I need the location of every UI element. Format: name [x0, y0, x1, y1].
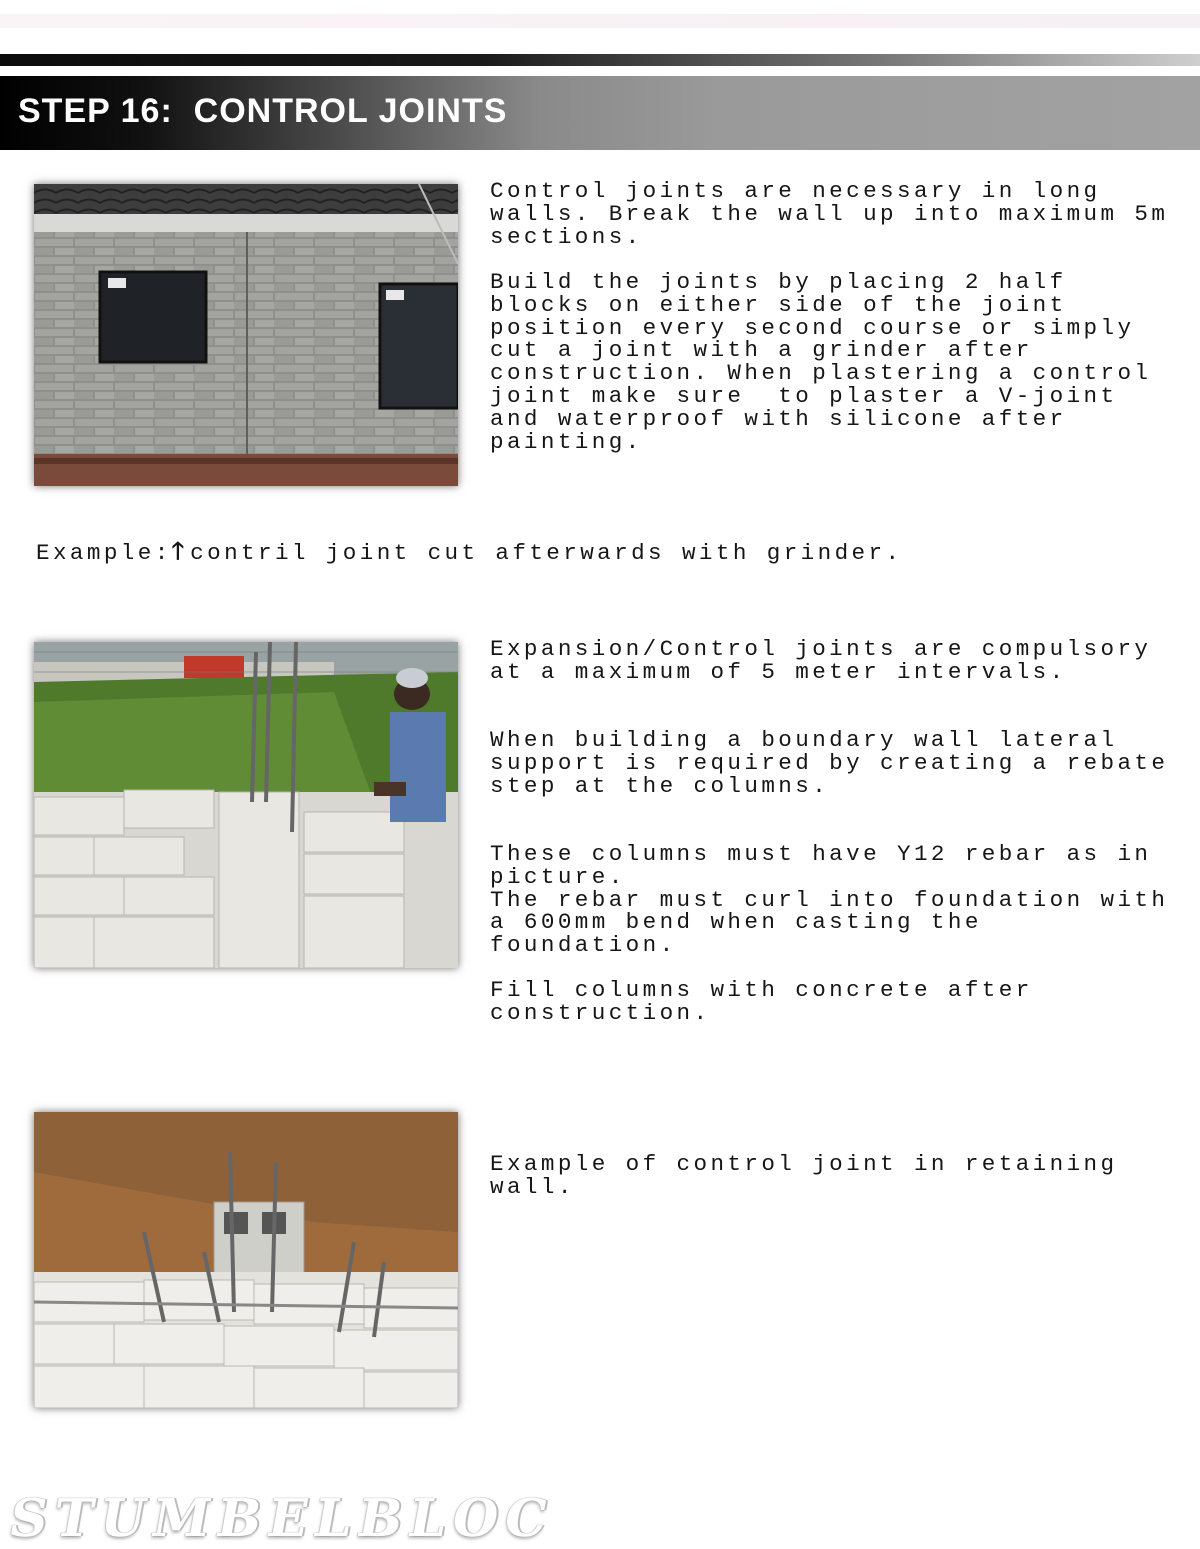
section2-paragraph-3: These columns must have Y12 rebar as in picture. The rebar must curl into foundation with a 600mm bend when casting the foundation.	[490, 841, 1169, 959]
section1-paragraph-1: Control joints are necessary in long walls. Break the wall up into maximum 5m sections.	[490, 178, 1186, 250]
section2-paragraph-4: Fill columns with concrete after construction.	[490, 977, 1050, 1026]
stumbelbloc-logo: STUMBELBLOC	[4, 1488, 559, 1549]
retaining-wall-photo	[34, 1112, 458, 1408]
section1-paragraph-2: Build the joints by placing 2 half blocks on either side of the joint position every second course or simply cut a joint with a grinder after construction. When plastering a control joint make sure to plaster a V-joint and waterproof with silicone after painting.	[490, 269, 1169, 455]
top-thin-rule	[0, 14, 1200, 28]
section2-paragraph-1: Expansion/Control joints are compulsory at a maximum of 5 meter intervals.	[490, 636, 1169, 685]
house-wall-photo	[34, 184, 458, 486]
section2-paragraph-2: When building a boundary wall lateral support is required by creating a rebate step at the columns.	[490, 727, 1186, 799]
step-banner	[0, 76, 1200, 150]
top-rule	[0, 54, 1200, 66]
example-label: Example:	[36, 540, 172, 566]
example-text: contril joint cut afterwards with grinder.	[190, 540, 903, 566]
up-arrow-icon: 🡑	[171, 537, 185, 565]
page-title: STEP 16: CONTROL JOINTS	[18, 92, 508, 130]
boundary-wall-photo	[34, 642, 458, 968]
section3-paragraph-1: Example of control joint in retaining wall.	[490, 1151, 1135, 1200]
example-caption	[36, 537, 1166, 566]
